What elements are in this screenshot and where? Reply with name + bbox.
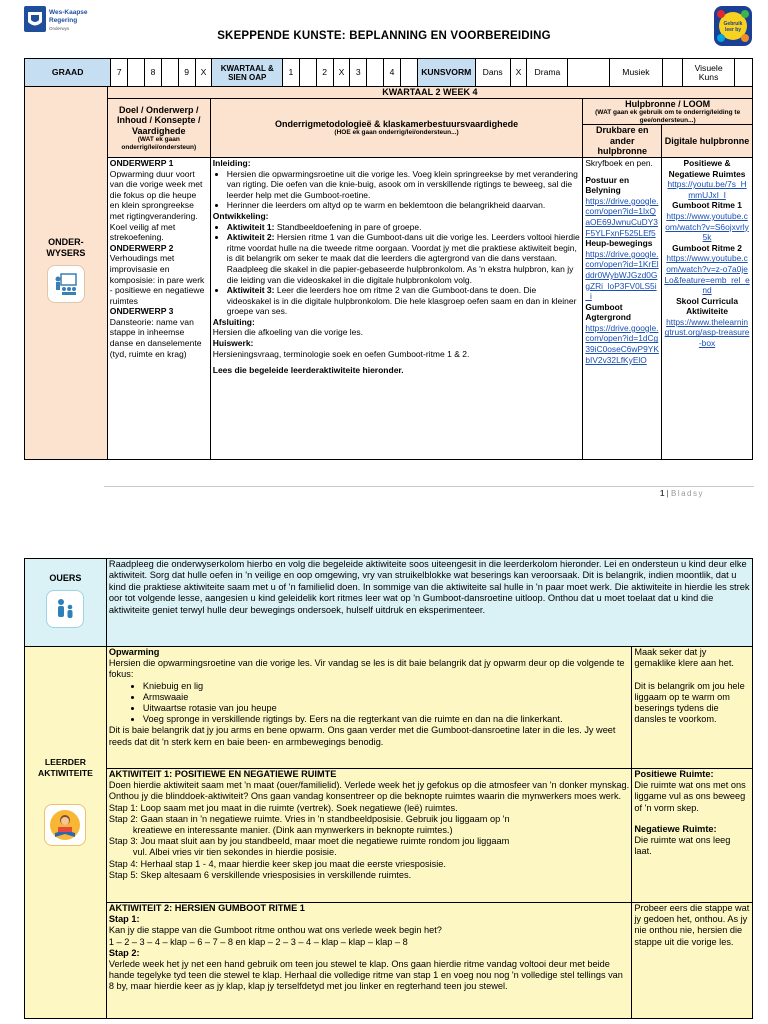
term-3: 3 (350, 59, 367, 87)
positive-space-text: Die ruimte wat ons met ons liggame vul as ons beweeg of 'n vorm skep. (634, 780, 746, 813)
activity2-step2-title: Stap 2: (108, 947, 140, 958)
activity2-rhythm-sequence: 1 – 2 – 3 – 4 – klap – 6 – 7 – 8 en klap – 2 – 3 – 4 – klap – klap – klap – 8 (108, 936, 408, 947)
grade-table (24, 58, 753, 87)
logo-left-line2: Regering (49, 17, 78, 24)
page-label: Bladsy (670, 489, 704, 498)
activity1-step3b: vul. Albei vries vir tien sekondes in hierdie posisie. (132, 847, 337, 858)
resources-subtitle: (WAT gaan ek gebruik om te onderrig/leiding te gee/ondersteun...) (595, 109, 741, 124)
digital-resource-2-title: Gumboot Ritme 1 (672, 200, 742, 211)
activity-3-item (227, 285, 581, 317)
digital-resource-1-title: Positiewe & Negatiewe Ruimtes (668, 157, 746, 179)
digital-resource-4-link[interactable]: https://www.thelearningtrust.org/asp-treasure-box (664, 316, 750, 349)
col-what-subtitle: (WAT ek gaan onderrig/lei/ondersteun) (121, 136, 197, 151)
learn-at-home-logo (712, 4, 754, 48)
page-title: SKEPPENDE KUNSTE: BEPLANNING EN VOORBEREIDING (217, 30, 551, 42)
topic2-text: Verhoudings met improvisasie en komposisie: in pare werk - positiewe en negatiewe ruimtes (109, 253, 205, 306)
activity-2-label: Aktiwiteit 2: (226, 232, 275, 243)
grade-9-mark: X (195, 59, 212, 87)
learners-row-label (25, 647, 107, 1019)
col-how-header (210, 98, 583, 157)
activity1-title: AKTIWITEIT 1: POSITIEWE EN NEGATIEWE RUIMTE (108, 769, 337, 779)
svg-text:Gebruik: Gebruik (723, 21, 743, 27)
warmup-cell (106, 647, 632, 769)
intro-bullet-1: • Hersien die opwarmingsroetine uit die vorige les. Voeg klein springreekse by met verandering van rigting. Die oefen van die knie-buig, asook om in verskillende rigtings te beweeg, sal die leerder help met die Gumboot-roetine. (227, 169, 581, 201)
topic3-text: Dansteorie: name van stappe in inheemse danse en danselemente (tyd, ruimte en krag) (109, 316, 202, 359)
print-resources-cell (583, 157, 662, 459)
homework-title: Huiswerk: (212, 338, 254, 349)
warmup-end: Dit is baie belangrik dat jy jou arms en bene opwarm. Ons gaan verder met die Gumboot-dansroetine later in die les. Jy weet reeds dat dit 'n sterk kern en baie been- en armbewegings benodig. (108, 725, 616, 747)
learner-reading-icon (44, 804, 86, 846)
svg-text:leer by: leer by (724, 27, 742, 33)
digital-resource-4-title: Skool Curricula Aktiwiteite (676, 295, 738, 317)
logo-left-line3: Onderwys (49, 26, 70, 31)
artform-drama: Drama (527, 59, 568, 87)
warmup-item-1: • Kniebuig en lig (143, 681, 630, 692)
resources-header (583, 98, 753, 125)
warmup-item-2: • Armswaaie (143, 692, 630, 703)
activity1-step2a: Stap 2: Gaan staan in 'n negatiewe ruimte. Vries in 'n standbeeldposisie. Gebruik jou liggaam op 'n (108, 813, 510, 824)
grade-9: 9 (178, 59, 195, 87)
term-1: 1 (282, 59, 299, 87)
activity2-cell (106, 903, 632, 1019)
intro-bullet-2: • Herinner die leerders om altyd op te warm en beklemtoon die belangrikheid daarvan. (227, 200, 581, 211)
activity1-side-note (632, 769, 753, 903)
resources-title: Hulpbronne / LOOM (625, 98, 711, 109)
print-resource-4-title: Gumboot Agtergrond (585, 301, 631, 323)
negative-space-text: Die ruimte wat ons leeg laat. (634, 835, 731, 857)
topic1-text: Opwarming duur voort van die vorige week met die fokus op die heupe en klein sprongreekse met rigtingverandering. Koel veilig af met strekoefening. (109, 168, 203, 243)
week-heading: KWARTAAL 2 WEEK 4 (107, 87, 752, 99)
activity-2-item (227, 232, 581, 285)
development-title: Ontwikkeling: (212, 210, 269, 221)
digital-resource-3-title: Gumboot Ritme 2 (672, 242, 742, 253)
grade-8: 8 (145, 59, 162, 87)
learners-label: LEERDER AKTIWITEITE (37, 757, 93, 778)
artform-dance-mark: X (510, 59, 527, 87)
topic3-title: ONDERWERP 3 (109, 306, 174, 317)
logo-left-line1: Wes-Kaapse (49, 9, 88, 16)
activity1-intro: Doen hierdie aktiwiteit saam met 'n maat (ouer/familielid). Verlede week het jy gefokus op die atmosfeer van 'n donker mynskag. Onthou jy die blinddoek-aktiwiteit? Ons gaan vandag konsentreer op die beknopte ruimtes waarin die mynwerkers moes werk. (108, 780, 630, 802)
teacher-icon (47, 265, 85, 303)
page-footer: 1 | Bladsy (660, 489, 704, 498)
artform-music: Musiek (609, 59, 663, 87)
activity1-step1: Stap 1: Loop saam met jou maat in die ruimte (vertrek). Soek negatiewe (leë) ruimtes. (108, 802, 458, 813)
print-resource-3-title: Heup-bewegings (585, 238, 653, 249)
print-resource-4-link[interactable]: https://drive.google.com/open?id=1dCg39iC0oseC6wP9YKbIV2v32LfKyElO (585, 322, 659, 365)
digital-resource-1-link[interactable]: https://youtu.be/7s_HmmUJxI_I (667, 179, 747, 200)
closing-title: Afsluiting: (212, 316, 255, 327)
artform-label: KUNSVORM (417, 59, 475, 87)
footer-divider (104, 486, 754, 487)
activity2-side-note: Probeer eers die stappe wat jy gedoen het, onthou. As jy nie onthou nie, hersien die stappe uit die vorige les. (632, 903, 753, 1019)
warmup-text: Hersien die opwarmingsroetine van die vorige les. Vir vandag se les is dit baie belangrik dat jy opwarm deur op die volgende te fokus: (108, 658, 625, 680)
parents-text: Raadpleeg die onderwyserkolom hierbo en volg die begeleide aktiwiteite soos uiteengesit in die leerderkolom hieronder. Lei en ondersteun u kind deur elke aktiwiteit. Sorg dat hulle oefen in 'n veilige en oop omgewing, vry van struikelblokke wat beserings kan veroorsaak. Dit is belangrik, indien moontlik, dat u kind die praktiese aktiwiteite saam met u of 'n familielid doen. In sommige van die aktiwiteite sal hulle in 'n paar moet werk. Die aktiwiteite in hierdie les strek oor tot volgende lesse, aangesien u kind geleidelik kort ritmes leer wat op 'n Gumboot-dansroetine uitloop. Onthou dat u moet toelaat dat u kind die aktiwiteite geniet terwyl hulle deur bewegings ondersoek, hulself uitdruk en eksperimenteer. (106, 559, 752, 647)
page-number: 1 (660, 489, 665, 498)
print-resource-1: Skryfboek en pen. (585, 157, 653, 168)
res-digital-header: Digitale hulpbronne (662, 125, 753, 158)
print-resource-3-link[interactable]: https://drive.google.com/open?id=1KrElddr0WybWJGzd0GgZRi_loP3FV0LS5i_i (585, 248, 659, 302)
read-note: Lees die begeleide leerderaktiwiteite hieronder. (212, 365, 404, 376)
intro-title: Inleiding: (212, 157, 251, 168)
activity-1-label: Aktiwiteit 1: (226, 221, 275, 232)
activity-3-text: Leer die leerders hoe om ritme 2 van die Gumboot-dans te doen. Die videoskakel is in die digitale hulpbronkolom. Die hele klasgroep oefen saam en dan in kleiner groepe van ses. (226, 285, 577, 317)
col-how-title: Onderrigmetodologieë & klaskamerbestuursvaardighede (275, 118, 519, 129)
activity-1-text: Standbeeldoefening in pare of groepe. (276, 221, 422, 232)
topics-cell (107, 157, 210, 459)
warmup-item-4: • Voeg spronge in verskillende rigtings by. Eers na die regterkant van die ruimte en dan na die linkerkant. (143, 714, 630, 725)
negative-space-title: Negatiewe Ruimte: (634, 823, 717, 834)
grade-7: 7 (111, 59, 128, 87)
methodology-cell (210, 157, 583, 459)
term-label: KWARTAAL & SIEN OAP (212, 59, 283, 87)
term-4: 4 (384, 59, 401, 87)
positive-space-title: Positiewe Ruimte: (634, 769, 714, 779)
activity1-step3a: Stap 3: Jou maat sluit aan by jou standbeeld, maar moet die negatiewe ruimte rondom jou liggaam (108, 836, 510, 847)
activity2-step1-title: Stap 1: (108, 914, 140, 925)
digital-resources-cell (662, 157, 753, 459)
activity1-step2b: kreatiewe en interessante manier. (Dink aan mynwerkers in beknopte ruimtes.) (132, 825, 453, 836)
parents-row-label (25, 559, 107, 647)
topic2-title: ONDERWERP 2 (109, 242, 174, 253)
artform-dance: Dans (475, 59, 510, 87)
family-icon (46, 590, 84, 628)
artform-visual: Visuele Kuns (683, 59, 735, 87)
print-resource-2-link[interactable]: https://drive.google.com/open?id=1IxQaOE69JwnuCuDY3F5YLFxnF525LEf5 (585, 195, 659, 238)
topic1-title: ONDERWERP 1 (109, 157, 174, 168)
warmup-item-3: • Uitwaartse rotasie van jou heupe (143, 703, 630, 714)
activity-3-label: Aktiwiteit 3: (226, 285, 275, 296)
digital-resource-2-link[interactable]: https://www.youtube.com/watch?v=S6ojxvrly5k (665, 210, 749, 243)
digital-resource-3-link[interactable]: https://www.youtube.com/watch?v=z-o7a0jeLo&feature=emb_rel_end (664, 253, 750, 296)
print-resource-2-title: Postuur en Belyning (585, 174, 630, 196)
activity-1-item (227, 222, 581, 233)
teachers-label: ONDER-WYSERS (46, 237, 86, 258)
term-2-mark: X (333, 59, 350, 87)
col-how-subtitle: (HOE ek gaan onderrig/lei/ondersteun...) (334, 129, 459, 137)
homework-text: Hersieningsvraag, terminologie soek en oefen Gumboot-ritme 1 & 2. (212, 348, 470, 359)
activity1-step5: Stap 5: Skep altesaam 6 verskillende vriesposisies in verskillende ruimtes. (108, 869, 412, 880)
res-print-header: Drukbare en ander hulpbronne (583, 125, 662, 158)
activity2-step2: Verlede week het jy net een hand gebruik om teen jou stewel te klap. Ons gaan hierdie ritme vandag voltooi deur met beide hande tegelyke tyd teen die stewel te klap. Herhaal die volledige ritme van stap 1 en voeg nou nog 'n volledige stel tellings van 8 by, maar hierdie keer as jy klap, klap jy terselfdetyd met jou linker en regterhand teen jou stewel. (108, 959, 623, 992)
term-2: 2 (316, 59, 333, 87)
closing-text: Hersien die afkoeling van die vorige les. (212, 327, 364, 338)
activity2-title: AKTIWITEIT 2: HERSIEN GUMBOOT RITME 1 (108, 903, 305, 913)
parents-label: OUERS (49, 573, 82, 583)
warmup-side-note: Maak seker dat jy gemaklike klere aan het. Dit is belangrik om jou hele liggaam op te warm om beserings tydens die dansles te voorkom. (632, 647, 753, 769)
teachers-table (24, 86, 753, 460)
col-what-header (107, 98, 210, 157)
activity1-step4: Stap 4: Herhaal stap 1 - 4, maar hierdie keer skep jou maat die eerste vriesposisie. (108, 858, 446, 869)
activity1-cell (106, 769, 632, 903)
parents-learners-table (24, 558, 753, 1019)
teachers-row-label (25, 87, 108, 460)
activity-2-text: Hersien ritme 1 van die Gumboot-dans uit die vorige les. Leerders voltooi hierdie ritme voordat hulle na die tweede ritme oorgaan. Voordat jy met die praktiese aktiwiteit begin, is dit belangrik om seker te maak dat die leerders die agtergrond van die dans verstaan. Raadpleeg die skakel in die papier-gebaseerde hulpbronkolom. As 'n ekstra hulpbron, kan jy die leiding van die videoskakel in die digitale hulpbronkolom volg. (226, 232, 580, 285)
warmup-title: Opwarming (108, 647, 160, 657)
col-what-title: Doel / Onderwerp / Inhoud / Konsepte / Vaardighede (117, 104, 201, 136)
grade-label: GRAAD (25, 59, 111, 87)
activity2-step1: Kan jy die stappe van die Gumboot ritme onthou wat ons verlede week begin het? (108, 925, 442, 936)
